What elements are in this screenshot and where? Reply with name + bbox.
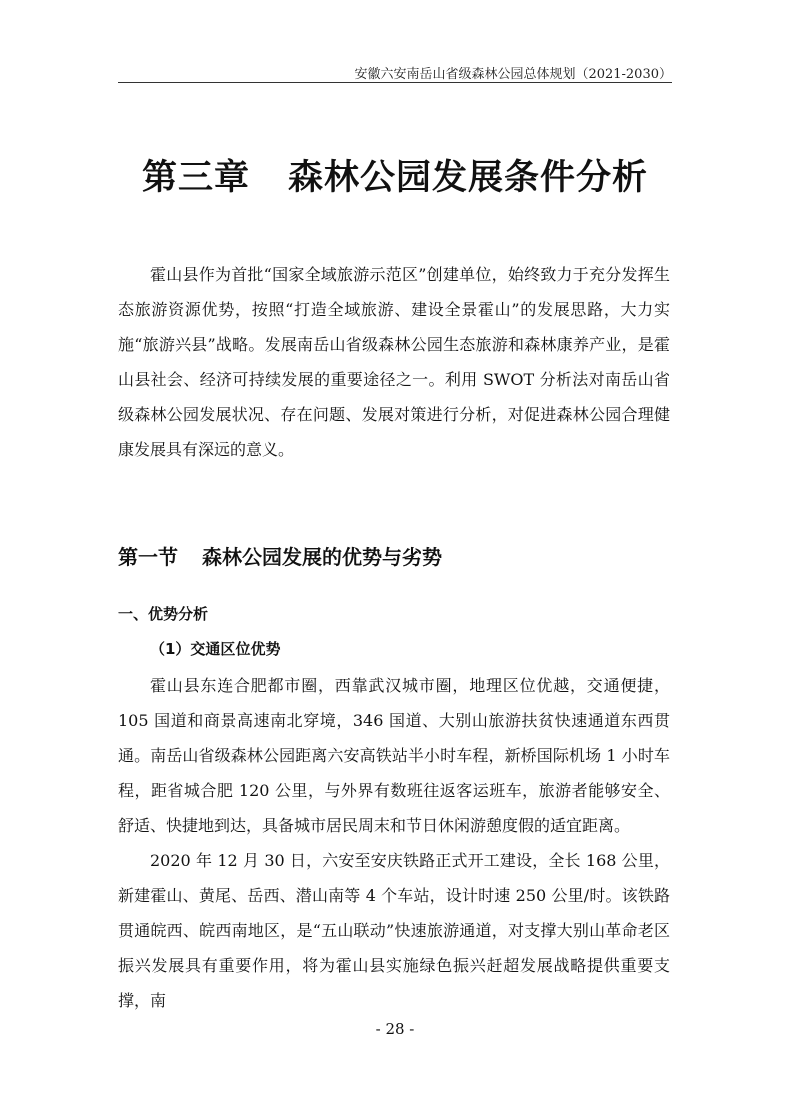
section-number: 第一节 xyxy=(118,545,178,569)
body-paragraph-1: 霍山县东连合肥都市圈，西靠武汉城市圈，地理区位优越，交通便捷，105 国道和商景高速南北穿境，346 国道、大别山旅游扶贫快速通道东西贯通。南岳山省级森林公园距离六安高铁站半小时车程，新桥国际机场 1 小时车程，距省城合肥 120 公里，与外界有数班往返客运班车，旅游者能够安全、舒适、快捷地到达，具备城市居民周末和节日休闲游憩度假的适宜距离。 xyxy=(118,676,670,835)
header-rule xyxy=(118,82,672,83)
chapter-number: 第三章 xyxy=(141,158,250,198)
section-name: 森林公园发展的优势与劣势 xyxy=(202,545,442,569)
section-title xyxy=(118,541,442,570)
chapter-name: 森林公园发展条件分析 xyxy=(288,158,649,198)
running-header: 安徽六安南岳山省级森林公园总体规划（2021-2030） xyxy=(354,67,672,82)
intro-paragraph-block xyxy=(118,257,670,467)
chapter-title xyxy=(0,150,790,200)
body-paragraph-block xyxy=(118,668,670,1018)
body-paragraph-2: 2020 年 12 月 30 日，六安至安庆铁路正式开工建设，全长 168 公里，新建霍山、黄尾、岳西、潜山南等 4 个车站，设计时速 250 公里/时。该铁路贯通皖西、皖西南地区，是“五山联动”快速旅游通道，对支撑大别山革命老区振兴发展具有重要作用，将为霍山县实施绿色振兴赶超发展战略提供重要支撑，南 xyxy=(118,851,670,1010)
item-title: （1）交通区位优势 xyxy=(150,640,281,658)
intro-paragraph: 霍山县作为首批“国家全域旅游示范区”创建单位，始终致力于充分发挥生态旅游资源优势，按照“打造全域旅游、建设全景霍山”的发展思路，大力实施“旅游兴县”战略。发展南岳山省级森林公园生态旅游和森林康养产业，是霍山县社会、经济可持续发展的重要途径之一。利用 SWOT 分析法对南岳山省级森林公园发展状况、存在问题、发展对策进行分析，对促进森林公园合理健康发展具有深远的意义。 xyxy=(118,265,670,459)
subsection-title: 一、优势分析 xyxy=(118,605,209,623)
page-number: - 28 - xyxy=(375,1020,415,1038)
